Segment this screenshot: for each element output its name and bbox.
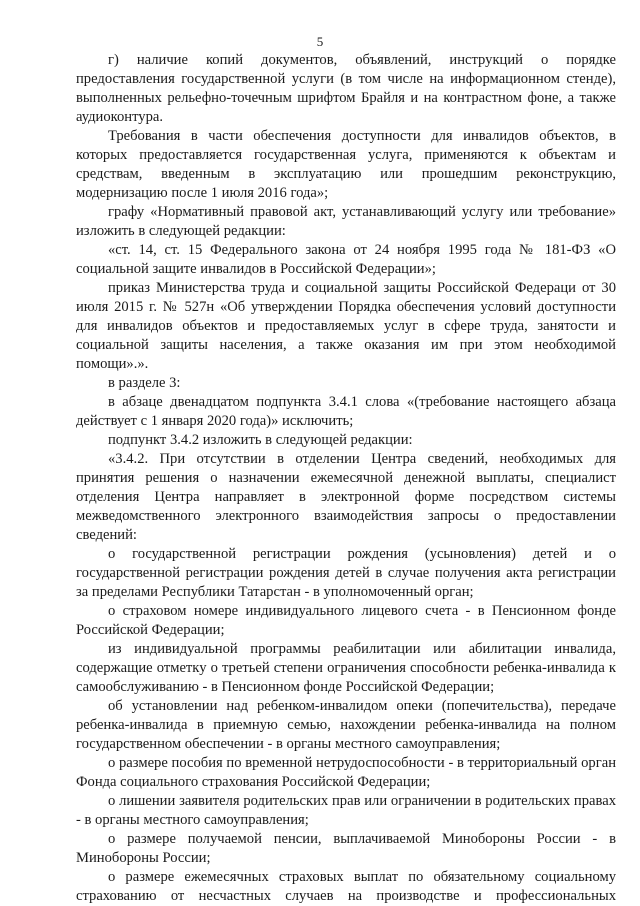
paragraph: в абзаце двенадцатом подпункта 3.4.1 слова «(требование настоящего абзаца действует с 1 января 2020 года)» исключить;	[76, 394, 616, 429]
paragraph: о страховом номере индивидуального лицевого счета - в Пенсионном фонде Российской Федерации;	[76, 603, 616, 638]
paragraph: о государственной регистрации рождения (усыновления) детей и о государственной регистрации рождения детей в случае получения акта регистрации за пределами Республики Татарстан - в уполномоченный орган;	[76, 546, 616, 600]
paragraph: г) наличие копий документов, объявлений, инструкций о порядке предоставления государственной услуги (в том числе на информационном стенде), выполненных рельефно-точечным шрифтом Брайля и на контрастном фоне, а также аудиоконтура.	[76, 52, 616, 125]
paragraph: «3.4.2. При отсутствии в отделении Центра сведений, необходимых для принятия решения о назначении ежемесячной денежной выплаты, специалист отделения Центра направляет в электронной форме посредством системы межведомственного электронного взаимодействия запросы о предоставлении сведений:	[76, 451, 616, 543]
paragraph: «ст. 14, ст. 15 Федерального закона от 24 ноября 1995 года № 181-ФЗ «О социальной защите инвалидов в Российской Федерации»;	[76, 242, 616, 277]
paragraph: из индивидуальной программы реабилитации или абилитации инвалида, содержащие отметку о третьей степени ограничения способности ребенка-инвалида к самообслуживанию - в Пенсионном фонде Российской Федерации;	[76, 641, 616, 695]
paragraph: о размере пособия по временной нетрудоспособности - в территориальный орган Фонда социального страхования Российской Федерации;	[76, 755, 616, 790]
paragraph: Требования в части обеспечения доступности для инвалидов объектов, в которых предоставляется государственная услуга, применяются к объектам и средствам, введенным в эксплуатацию или прошедшим реконструкцию, модернизацию после 1 июля 2016 года»;	[76, 128, 616, 201]
page-number: 5	[316, 34, 324, 49]
paragraph: о лишении заявителя родительских прав или ограничении в родительских правах - в органы местного самоуправления;	[76, 793, 616, 828]
paragraph: графу «Нормативный правовой акт, устанавливающий услугу или требование» изложить в следующей редакции:	[76, 204, 616, 239]
paragraph: в разделе 3:	[108, 375, 181, 391]
paragraph: о размере ежемесячных страховых выплат по обязательному социальному страхованию от несчастных случаев на производстве и профессиональных	[76, 869, 616, 904]
document-body	[76, 51, 616, 906]
paragraph: о размере получаемой пенсии, выплачиваемой Минобороны России - в Минобороны России;	[76, 831, 616, 866]
paragraph: подпункт 3.4.2 изложить в следующей редакции:	[108, 432, 413, 448]
paragraph: приказ Министерства труда и социальной защиты Российской Федераци от 30 июля 2015 г. № 527н «Об утверждении Порядка обеспечения условий доступности для инвалидов объектов и предоставляемых услуг в сфере труда, занятости и социальной защиты населения, а также оказания им при этом необходимой помощи».».	[76, 280, 616, 372]
paragraph: об установлении над ребенком-инвалидом опеки (попечительства), передаче ребенка-инвалида в приемную семью, нахождении ребенка-инвалида на полном государственном обеспечении - в органы местного самоуправления;	[76, 698, 616, 752]
